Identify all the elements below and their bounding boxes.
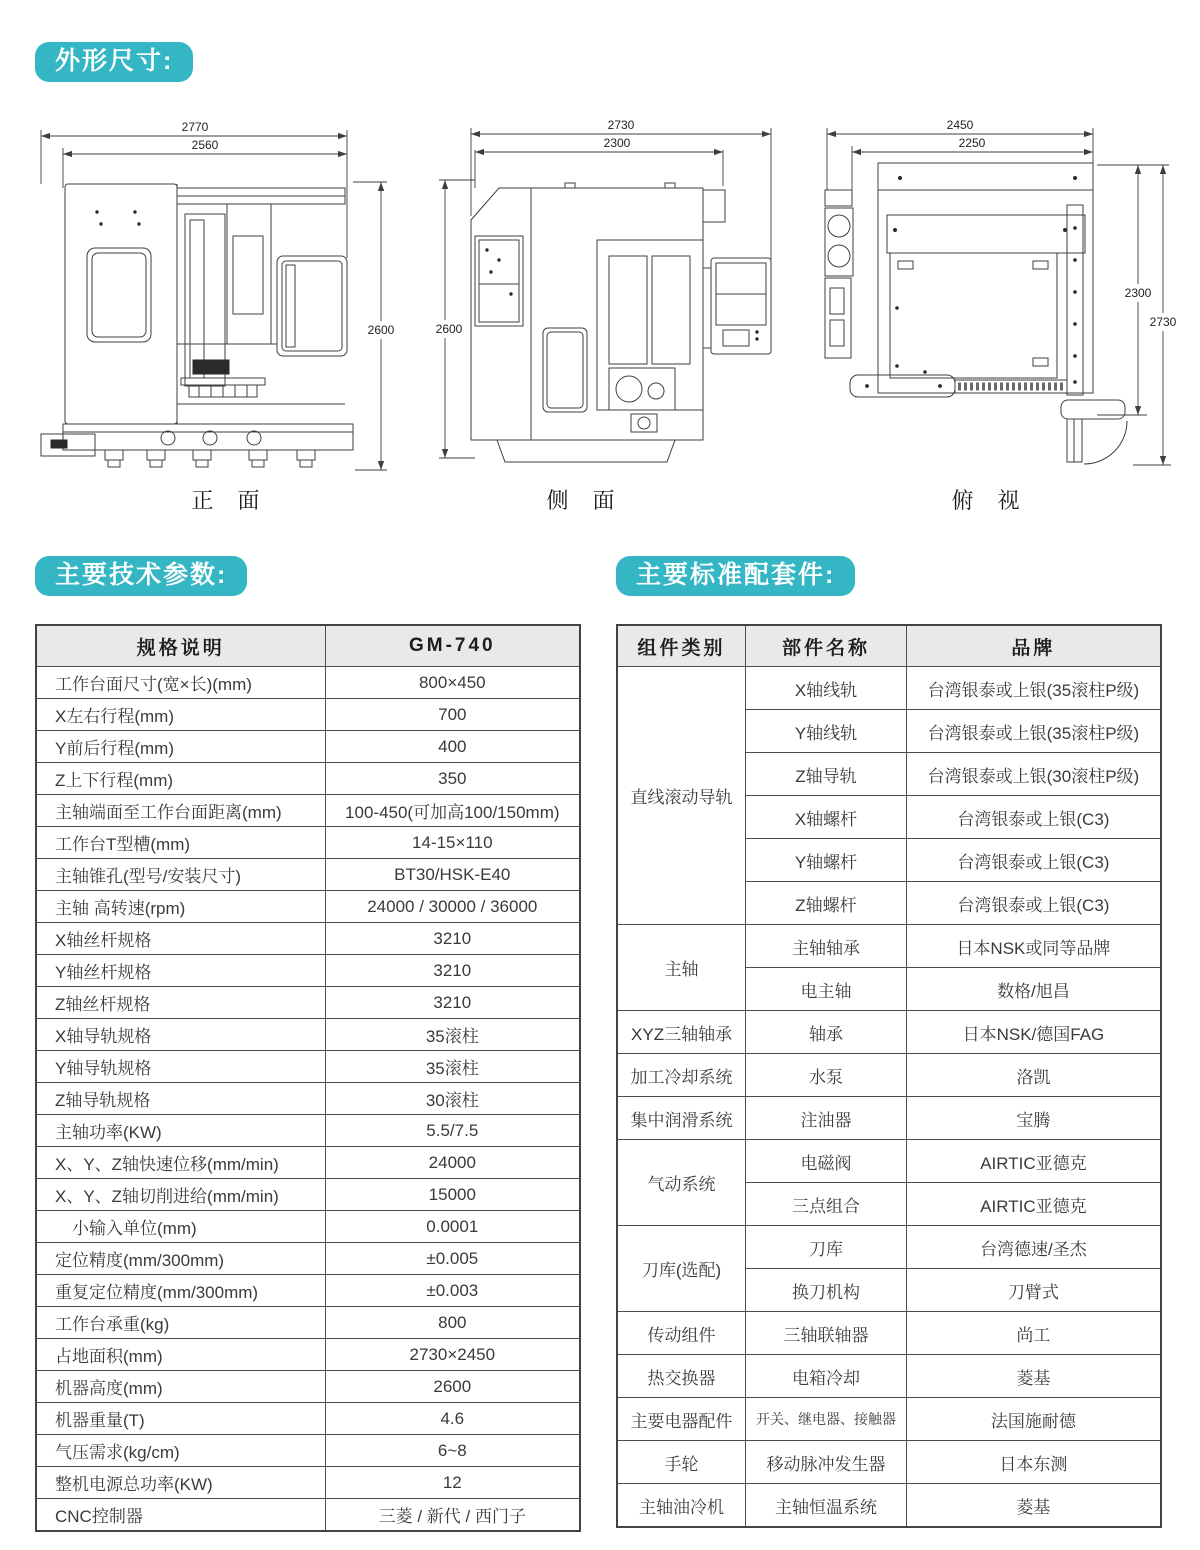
accessory-brand: AIRTIC亚德克 [906, 1140, 1161, 1183]
spec-label: 小输入单位(mm) [36, 1211, 325, 1243]
spec-label: 占地面积(mm) [36, 1339, 325, 1371]
spec-row [36, 1275, 580, 1307]
spec-row [36, 1211, 580, 1243]
spec-value: 三菱 / 新代 / 西门子 [325, 1499, 580, 1532]
accessory-row [617, 925, 1161, 968]
accessory-table [616, 624, 1162, 1528]
accessory-brand: 菱基 [906, 1484, 1161, 1528]
spec-value: 4.6 [325, 1403, 580, 1435]
accessory-table-body [617, 667, 1161, 1528]
spec-label: X、Y、Z轴切削进给(mm/min) [36, 1179, 325, 1211]
dimension-label: 2770 [181, 120, 209, 134]
accessory-brand: 日本NSK/德国FAG [906, 1011, 1161, 1054]
spec-row [36, 1371, 580, 1403]
spec-value: 14-15×110 [325, 827, 580, 859]
spec-row [36, 1147, 580, 1179]
accessory-brand: 宝腾 [906, 1097, 1161, 1140]
spec-row [36, 955, 580, 987]
spec-value: 100-450(可加高100/150mm) [325, 795, 580, 827]
accessory-brand: 台湾银泰或上银(C3) [906, 882, 1161, 925]
spec-table-body [36, 667, 580, 1532]
spec-value: 800×450 [325, 667, 580, 699]
accessory-category: 直线滚动导轨 [617, 667, 746, 925]
spec-value: 0.0001 [325, 1211, 580, 1243]
spec-label: Y轴丝杆规格 [36, 955, 325, 987]
section-title-accessories: 主要标准配套件: [616, 556, 855, 596]
spec-row [36, 1243, 580, 1275]
spec-label: X轴导轨规格 [36, 1019, 325, 1051]
spec-value: 24000 [325, 1147, 580, 1179]
accessory-row [617, 1226, 1161, 1269]
spec-header-model: GM-740 [325, 625, 580, 667]
dimension-label: 2250 [958, 136, 986, 150]
accessory-category: 热交换器 [617, 1355, 746, 1398]
dimension-label: 2300 [1124, 286, 1152, 300]
spec-label: 整机电源总功率(KW) [36, 1467, 325, 1499]
spec-value: 15000 [325, 1179, 580, 1211]
spec-label: X轴丝杆规格 [36, 923, 325, 955]
spec-row [36, 1019, 580, 1051]
accessory-part-name: 开关、继电器、接触器 [746, 1398, 907, 1441]
spec-label: 定位精度(mm/300mm) [36, 1243, 325, 1275]
spec-label: CNC控制器 [36, 1499, 325, 1532]
accessory-header-part: 部件名称 [746, 625, 907, 667]
spec-value: 24000 / 30000 / 36000 [325, 891, 580, 923]
spec-row [36, 1467, 580, 1499]
spec-value: 5.5/7.5 [325, 1115, 580, 1147]
accessory-brand: 日本东测 [906, 1441, 1161, 1484]
spec-header-name: 规格说明 [36, 625, 325, 667]
spec-row [36, 1179, 580, 1211]
accessory-row [617, 1054, 1161, 1097]
spec-label: 工作台面尺寸(宽×长)(mm) [36, 667, 325, 699]
accessory-part-name: 主轴恒温系统 [746, 1484, 907, 1528]
spec-value: BT30/HSK-E40 [325, 859, 580, 891]
spec-value: 6~8 [325, 1435, 580, 1467]
spec-label: 主轴端面至工作台面距离(mm) [36, 795, 325, 827]
spec-row [36, 731, 580, 763]
side-view-caption: 侧 面 [546, 488, 624, 513]
accessory-part-name: 三轴联轴器 [746, 1312, 907, 1355]
front-view-figure [35, 108, 425, 520]
spec-label: 主轴锥孔(型号/安装尺寸) [36, 859, 325, 891]
accessory-row [617, 667, 1161, 710]
top-view-figure [795, 108, 1185, 520]
spec-row [36, 699, 580, 731]
spec-value: 35滚柱 [325, 1051, 580, 1083]
spec-row [36, 891, 580, 923]
side-view-figure [435, 108, 795, 520]
spec-label: 工作台承重(kg) [36, 1307, 325, 1339]
accessory-brand: 台湾银泰或上银(C3) [906, 796, 1161, 839]
spec-label: Z轴导轨规格 [36, 1083, 325, 1115]
dimension-label: 2300 [603, 136, 631, 150]
accessory-brand: 日本NSK或同等品牌 [906, 925, 1161, 968]
accessory-row [617, 1312, 1161, 1355]
spec-label: Y轴导轨规格 [36, 1051, 325, 1083]
accessory-brand: 台湾银泰或上银(35滚柱P级) [906, 667, 1161, 710]
accessory-brand: 刀臂式 [906, 1269, 1161, 1312]
spec-value: 30滚柱 [325, 1083, 580, 1115]
accessory-category: 主轴 [617, 925, 746, 1011]
accessory-row [617, 1484, 1161, 1528]
accessory-brand: 台湾银泰或上银(30滚柱P级) [906, 753, 1161, 796]
spec-label: Z上下行程(mm) [36, 763, 325, 795]
accessory-part-name: Z轴导轨 [746, 753, 907, 796]
specs-column [35, 556, 581, 1532]
section-title-specs: 主要技术参数: [35, 556, 247, 596]
spec-label: X、Y、Z轴快速位移(mm/min) [36, 1147, 325, 1179]
dimension-label: 2450 [946, 118, 974, 132]
accessory-row [617, 1140, 1161, 1183]
accessory-table-header-row [617, 625, 1161, 667]
spec-label: Y前后行程(mm) [36, 731, 325, 763]
spec-label: X左右行程(mm) [36, 699, 325, 731]
spec-row [36, 667, 580, 699]
accessory-header-category: 组件类别 [617, 625, 746, 667]
spec-row [36, 1339, 580, 1371]
accessory-part-name: 移动脉冲发生器 [746, 1441, 907, 1484]
spec-value: 350 [325, 763, 580, 795]
accessory-category: 主要电器配件 [617, 1398, 746, 1441]
spec-value: 800 [325, 1307, 580, 1339]
spec-value: 3210 [325, 987, 580, 1019]
spec-row [36, 1403, 580, 1435]
accessory-part-name: 三点组合 [746, 1183, 907, 1226]
accessory-category: 传动组件 [617, 1312, 746, 1355]
side-view-drawing [435, 108, 795, 520]
accessories-column [616, 556, 1162, 1532]
spec-row [36, 763, 580, 795]
accessory-brand: 洛凯 [906, 1054, 1161, 1097]
tables-row [35, 556, 1163, 1532]
spec-value: ±0.005 [325, 1243, 580, 1275]
accessory-part-name: 电箱冷却 [746, 1355, 907, 1398]
accessory-category: XYZ三轴轴承 [617, 1011, 746, 1054]
spec-row [36, 1115, 580, 1147]
spec-row [36, 987, 580, 1019]
accessory-part-name: 轴承 [746, 1011, 907, 1054]
accessory-part-name: X轴螺杆 [746, 796, 907, 839]
accessory-row [617, 1097, 1161, 1140]
spec-row [36, 1499, 580, 1532]
accessory-brand: 台湾银泰或上银(C3) [906, 839, 1161, 882]
top-view-drawing [795, 108, 1185, 520]
spec-value: 3210 [325, 955, 580, 987]
dimension-label: 2600 [367, 323, 395, 337]
front-view-drawing [35, 108, 425, 520]
spec-label: 机器重量(T) [36, 1403, 325, 1435]
accessory-part-name: 电主轴 [746, 968, 907, 1011]
spec-row [36, 795, 580, 827]
accessory-row [617, 1355, 1161, 1398]
spec-label: 主轴 高转速(rpm) [36, 891, 325, 923]
accessory-brand: 菱基 [906, 1355, 1161, 1398]
accessory-row [617, 1441, 1161, 1484]
spec-row [36, 923, 580, 955]
spec-label: Z轴丝杆规格 [36, 987, 325, 1019]
spec-value: 2600 [325, 1371, 580, 1403]
spec-row [36, 1051, 580, 1083]
accessory-brand: 台湾银泰或上银(35滚柱P级) [906, 710, 1161, 753]
spec-row [36, 1307, 580, 1339]
accessory-part-name: 换刀机构 [746, 1269, 907, 1312]
accessory-brand: 法国施耐德 [906, 1398, 1161, 1441]
spec-value: ±0.003 [325, 1275, 580, 1307]
spec-table-header-row [36, 625, 580, 667]
spec-value: 400 [325, 731, 580, 763]
spec-row [36, 827, 580, 859]
accessory-category: 加工冷却系统 [617, 1054, 746, 1097]
accessory-category: 刀库(选配) [617, 1226, 746, 1312]
spec-label: 重复定位精度(mm/300mm) [36, 1275, 325, 1307]
accessory-part-name: 主轴轴承 [746, 925, 907, 968]
dimension-label: 2560 [191, 138, 219, 152]
spec-value: 3210 [325, 923, 580, 955]
accessory-header-brand: 品牌 [906, 625, 1161, 667]
spec-label: 机器高度(mm) [36, 1371, 325, 1403]
spec-value: 35滚柱 [325, 1019, 580, 1051]
spec-label: 工作台T型槽(mm) [36, 827, 325, 859]
section-title-dimensions: 外形尺寸: [35, 42, 193, 82]
accessory-brand: 尚工 [906, 1312, 1161, 1355]
drawings-row [35, 108, 1177, 520]
accessory-part-name: 刀库 [746, 1226, 907, 1269]
accessory-part-name: Y轴线轨 [746, 710, 907, 753]
accessory-category: 主轴油冷机 [617, 1484, 746, 1528]
dimension-label: 2730 [607, 118, 635, 132]
spec-label: 主轴功率(KW) [36, 1115, 325, 1147]
spec-table [35, 624, 581, 1532]
accessory-part-name: X轴线轨 [746, 667, 907, 710]
dimension-label: 2730 [1149, 315, 1177, 329]
dimension-label: 2600 [435, 322, 463, 336]
page [35, 0, 1177, 1532]
accessory-row [617, 1011, 1161, 1054]
accessory-part-name: 电磁阀 [746, 1140, 907, 1183]
spec-row [36, 859, 580, 891]
accessory-brand: 数格/旭昌 [906, 968, 1161, 1011]
accessory-part-name: Z轴螺杆 [746, 882, 907, 925]
spec-value: 2730×2450 [325, 1339, 580, 1371]
front-view-caption: 正 面 [191, 488, 269, 513]
accessory-part-name: 注油器 [746, 1097, 907, 1140]
spec-row [36, 1435, 580, 1467]
spec-row [36, 1083, 580, 1115]
accessory-part-name: Y轴螺杆 [746, 839, 907, 882]
spec-value: 700 [325, 699, 580, 731]
accessory-brand: AIRTIC亚德克 [906, 1183, 1161, 1226]
top-view-caption: 俯 视 [951, 488, 1029, 513]
spec-label: 气压需求(kg/cm) [36, 1435, 325, 1467]
accessory-brand: 台湾德速/圣杰 [906, 1226, 1161, 1269]
spec-value: 12 [325, 1467, 580, 1499]
accessory-category: 气动系统 [617, 1140, 746, 1226]
accessory-category: 手轮 [617, 1441, 746, 1484]
accessory-row [617, 1398, 1161, 1441]
accessory-part-name: 水泵 [746, 1054, 907, 1097]
accessory-category: 集中润滑系统 [617, 1097, 746, 1140]
